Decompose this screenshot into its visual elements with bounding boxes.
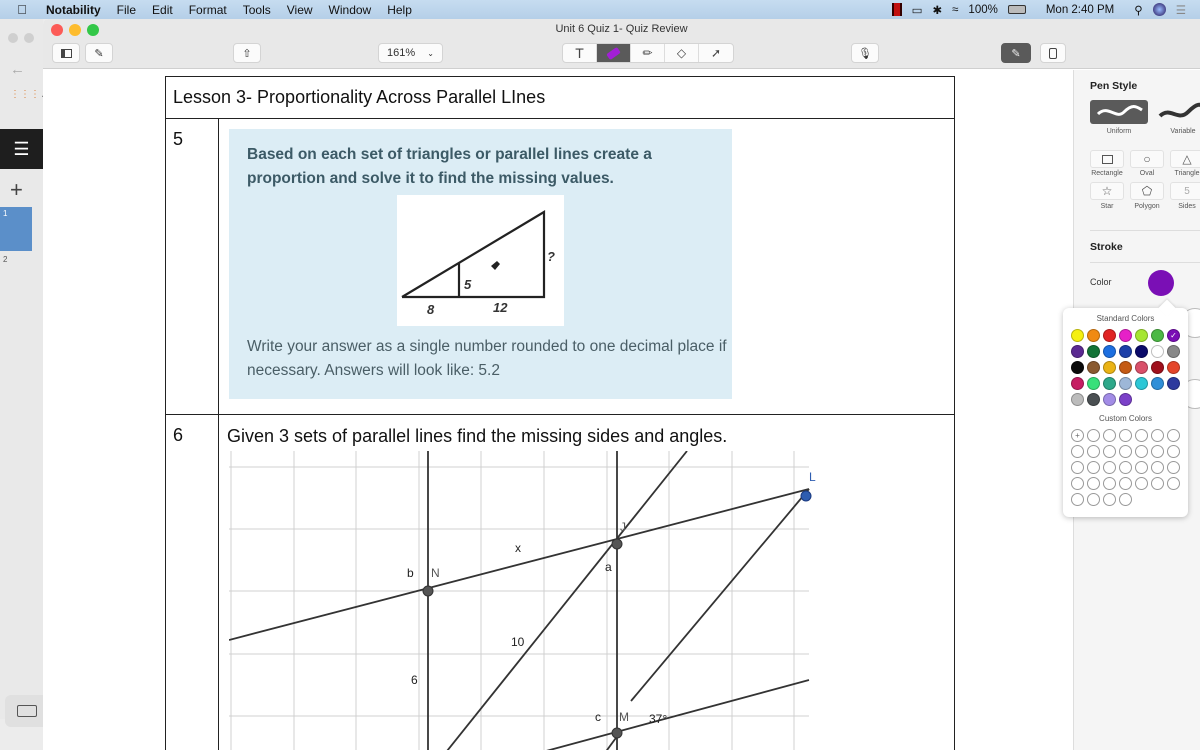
svg-text:M: M [619, 710, 629, 724]
custom-color-slot[interactable] [1119, 461, 1132, 474]
star-label: Star [1100, 203, 1114, 210]
color-swatch[interactable] [1087, 329, 1100, 342]
question-6-prompt: Given 3 sets of parallel lines find the missing sides and angles. [227, 426, 728, 446]
color-swatch[interactable] [1119, 345, 1132, 358]
screen-record-icon[interactable] [892, 3, 902, 16]
custom-color-slot[interactable] [1087, 493, 1100, 506]
shape-rectangle[interactable] [1090, 150, 1124, 168]
menu-app-name[interactable]: Notability [46, 2, 101, 17]
custom-color-slot[interactable] [1087, 445, 1100, 458]
document-title: Unit 6 Quiz 1- Quiz Review [555, 23, 688, 35]
pen-style-uniform-label: Uniform [1106, 128, 1132, 135]
svg-text:a: a [605, 560, 612, 574]
sides-label: Sides [1178, 203, 1196, 210]
triangle-label: Triangle [1174, 170, 1200, 177]
rectangle-icon [1102, 155, 1113, 164]
clock[interactable]: Mon 2:40 PM [1045, 3, 1115, 16]
title-bar [43, 19, 1200, 69]
keyboard-icon [17, 705, 37, 717]
question-number: 5 [166, 119, 219, 414]
sides-value: 5 [1184, 185, 1190, 197]
custom-color-slot[interactable] [1103, 493, 1116, 506]
oval-label: Oval [1139, 170, 1155, 177]
pen-style-variable-label: Variable [1170, 128, 1196, 135]
polygon-label: Polygon [1134, 203, 1160, 210]
tool-group [562, 43, 734, 63]
color-swatch[interactable] [1119, 377, 1132, 390]
background-sidebar [0, 19, 43, 719]
color-swatch[interactable] [1071, 329, 1084, 342]
note-canvas[interactable] [43, 70, 1073, 750]
custom-color-slot[interactable] [1135, 477, 1148, 490]
quiz-table [165, 76, 955, 750]
color-swatch[interactable] [1167, 377, 1180, 390]
shape-triangle[interactable] [1170, 150, 1200, 168]
custom-color-slot[interactable] [1119, 445, 1132, 458]
menu-window[interactable]: Window [328, 2, 372, 17]
highlighter-tool[interactable] [631, 44, 665, 62]
color-swatch[interactable] [1135, 377, 1148, 390]
shape-oval[interactable] [1130, 150, 1164, 168]
custom-color-slot[interactable] [1167, 429, 1180, 442]
stroke-title: Stroke [1090, 241, 1123, 253]
custom-color-slot[interactable] [1087, 461, 1100, 474]
shape-star[interactable] [1090, 182, 1124, 200]
color-swatch[interactable] [1103, 361, 1116, 374]
triangle-icon: △ [1182, 152, 1192, 166]
color-swatch[interactable] [1119, 361, 1132, 374]
color-swatch[interactable] [1119, 393, 1132, 406]
record-audio-button[interactable] [851, 43, 879, 63]
custom-color-slot[interactable] [1103, 445, 1116, 458]
color-swatch[interactable] [1119, 329, 1132, 342]
sidebar-toggle-button[interactable] [52, 43, 80, 63]
color-swatch[interactable]: ✓ [1167, 329, 1180, 342]
add-custom-color-button[interactable]: + [1071, 429, 1084, 442]
color-swatch[interactable] [1151, 361, 1164, 374]
svg-text:5: 5 [464, 277, 472, 292]
question-row-6 [166, 415, 954, 750]
siri-icon[interactable] [1153, 3, 1166, 16]
divider [1090, 230, 1200, 231]
divider [1090, 262, 1200, 263]
device-view-button[interactable] [1040, 43, 1066, 63]
text-tool[interactable] [563, 44, 597, 62]
shape-polygon[interactable] [1130, 182, 1164, 200]
pen-icon [606, 46, 621, 59]
custom-color-slot[interactable] [1103, 461, 1116, 474]
pencil-icon: ✎ [1011, 47, 1021, 60]
menu-format[interactable]: Format [188, 2, 227, 17]
lasso-tool[interactable] [699, 44, 733, 62]
standard-color-grid [1071, 329, 1180, 406]
apps-shortcut[interactable]: ⋮⋮⋮ [10, 89, 40, 100]
color-swatch[interactable] [1151, 345, 1164, 358]
custom-color-slot[interactable] [1151, 477, 1164, 490]
color-swatch[interactable] [1135, 345, 1148, 358]
tablet-icon [1049, 48, 1057, 59]
color-swatch[interactable] [1071, 361, 1084, 374]
svg-text:8: 8 [427, 302, 435, 317]
svg-text:L: L [809, 470, 816, 484]
zoom-value: 161% [387, 47, 416, 59]
rectangle-label: Rectangle [1091, 170, 1123, 177]
page-thumbnail-2[interactable]: 2 [3, 255, 8, 264]
svg-text:b: b [407, 566, 414, 580]
color-swatch[interactable] [1103, 329, 1116, 342]
compose-icon: ✎ [94, 47, 104, 60]
share-button[interactable] [233, 43, 261, 63]
custom-color-slot[interactable] [1071, 461, 1084, 474]
background-window-controls [8, 33, 34, 43]
color-picker-popover [1063, 308, 1188, 517]
spotlight-search-icon[interactable]: ⚲ [1134, 4, 1143, 17]
custom-color-slot[interactable] [1119, 493, 1132, 506]
custom-color-slot[interactable] [1135, 461, 1148, 474]
lesson-heading: Lesson 3- Proportionality Across Parallel LInes [166, 77, 954, 119]
color-swatch[interactable] [1087, 393, 1100, 406]
custom-color-slot[interactable] [1119, 429, 1132, 442]
svg-text:N: N [431, 566, 440, 580]
eraser-tool[interactable] [665, 44, 699, 62]
menu-help[interactable]: Help [387, 2, 412, 17]
back-arrow-icon[interactable]: ← [10, 61, 25, 78]
custom-color-slot[interactable] [1135, 445, 1148, 458]
custom-color-slot[interactable] [1071, 477, 1084, 490]
custom-color-slot[interactable] [1103, 477, 1116, 490]
new-note-button[interactable] [85, 43, 113, 63]
pen-style-variable[interactable] [1158, 100, 1200, 124]
eraser-icon: ◇ [676, 46, 687, 60]
lasso-icon: ➚ [710, 46, 722, 60]
color-swatch[interactable] [1071, 345, 1084, 358]
custom-color-slot[interactable] [1103, 429, 1116, 442]
text-icon: T [575, 45, 584, 61]
page-thumbnail-1[interactable]: 1 [0, 207, 32, 251]
color-swatch[interactable] [1087, 377, 1100, 390]
color-swatch[interactable] [1103, 377, 1116, 390]
menu-bar [0, 0, 1200, 19]
pen-style-title: Pen Style [1090, 80, 1138, 92]
custom-color-slot[interactable] [1167, 461, 1180, 474]
menu-tools[interactable]: Tools [242, 2, 271, 17]
color-swatch[interactable] [1167, 361, 1180, 374]
custom-color-slot[interactable] [1167, 477, 1180, 490]
color-swatch[interactable] [1103, 345, 1116, 358]
standard-colors-title: Standard Colors [1096, 314, 1155, 323]
pen-tool[interactable] [597, 44, 631, 62]
chevron-down-icon: ⌄ [427, 48, 434, 58]
airplay-icon[interactable]: ▭ [911, 4, 923, 17]
question-row-5 [166, 119, 954, 415]
custom-color-slot[interactable] [1167, 445, 1180, 458]
custom-color-slot[interactable] [1071, 493, 1084, 506]
custom-color-slot[interactable] [1135, 429, 1148, 442]
add-page-icon[interactable]: + [10, 177, 23, 202]
svg-text:c: c [595, 710, 601, 724]
question-5-instruction: Based on each set of triangles or parallel lines create a proportion and solve it to find the missing values. [247, 146, 652, 187]
apple-menu-icon[interactable] [0, 2, 44, 17]
custom-color-slot[interactable] [1151, 445, 1164, 458]
answer-format-note: Write your answer as a single number rounded to one decimal place if necessary. Answers will look like: 5.2 [247, 338, 727, 379]
battery-icon[interactable] [1008, 5, 1026, 14]
color-swatch[interactable] [1151, 329, 1164, 342]
notability-window [43, 19, 1200, 750]
zoom-dropdown[interactable] [378, 43, 443, 63]
color-swatch[interactable] [1087, 361, 1100, 374]
pen-mode-button[interactable] [1001, 43, 1031, 63]
color-swatch[interactable] [1135, 361, 1148, 374]
custom-color-slot[interactable] [1071, 445, 1084, 458]
wifi-icon[interactable]: ≈ [952, 3, 959, 16]
svg-text:12: 12 [493, 300, 508, 315]
svg-text:10: 10 [511, 635, 525, 649]
sides-stepper[interactable] [1170, 182, 1200, 200]
battery-percent: 100% [968, 3, 998, 16]
color-swatch[interactable] [1135, 329, 1148, 342]
svg-text:37°: 37° [649, 712, 668, 726]
svg-text:x: x [515, 541, 521, 555]
sidebar-icon [61, 49, 72, 58]
custom-color-slot[interactable] [1087, 477, 1100, 490]
custom-color-slot[interactable] [1119, 477, 1132, 490]
hamburger-menu-icon[interactable]: ☰ [0, 129, 43, 169]
share-icon: ⇧ [242, 47, 252, 60]
custom-color-slot[interactable] [1151, 461, 1164, 474]
svg-text:?: ? [547, 249, 555, 264]
question-5-card [229, 129, 732, 399]
custom-color-slot[interactable] [1087, 429, 1100, 442]
color-swatch[interactable] [1071, 393, 1084, 406]
parallel-lines-graph [229, 451, 829, 750]
custom-color-grid [1071, 429, 1180, 506]
svg-text:J: J [620, 520, 626, 534]
stroke-color-swatch[interactable] [1148, 270, 1174, 296]
color-swatch[interactable] [1103, 393, 1116, 406]
svg-text:6: 6 [411, 673, 418, 687]
oval-icon: ○ [1143, 152, 1151, 166]
color-label: Color [1090, 277, 1112, 287]
triangle-figure [397, 195, 564, 326]
color-swatch[interactable] [1151, 377, 1164, 390]
color-swatch[interactable] [1071, 377, 1084, 390]
custom-colors-title: Custom Colors [1099, 414, 1152, 423]
bluetooth-icon[interactable]: ✱ [932, 4, 943, 17]
highlighter-icon: ✏ [642, 46, 653, 60]
microphone-icon: 🎙 [858, 47, 872, 60]
menu-view[interactable]: View [286, 2, 313, 17]
pen-style-uniform[interactable] [1090, 100, 1148, 124]
star-icon: ☆ [1101, 184, 1113, 198]
menu-edit[interactable]: Edit [152, 2, 173, 17]
color-swatch[interactable] [1167, 345, 1180, 358]
pentagon-icon: ⬠ [1141, 184, 1153, 198]
notification-center-icon[interactable]: ☰ [1175, 4, 1186, 17]
custom-color-slot[interactable] [1151, 429, 1164, 442]
question-number: 6 [166, 415, 219, 750]
color-swatch[interactable] [1087, 345, 1100, 358]
menu-file[interactable]: File [116, 2, 137, 17]
